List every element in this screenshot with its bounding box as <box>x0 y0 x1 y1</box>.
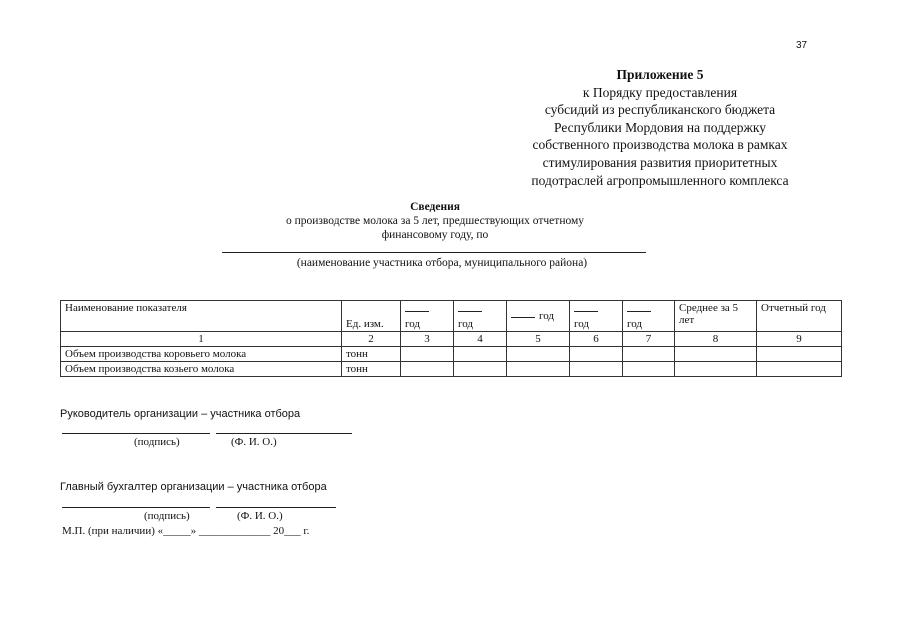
column-number: 7 <box>623 332 675 347</box>
appendix-line: собственного производства молока в рамках <box>532 137 788 153</box>
empty-cell[interactable] <box>623 347 675 362</box>
chief-signature-line[interactable] <box>62 507 210 508</box>
column-number: 5 <box>507 332 570 347</box>
participant-caption: (наименование участника отбора, муниципального района) <box>296 257 588 269</box>
header-indicator: Наименование показателя <box>61 301 342 332</box>
empty-cell[interactable] <box>757 347 842 362</box>
year-label: год <box>627 318 643 330</box>
appendix-line: к Порядку предоставления <box>582 84 738 100</box>
empty-cell[interactable] <box>401 362 454 377</box>
empty-cell[interactable] <box>570 347 623 362</box>
signature-caption: (подпись) <box>134 436 180 448</box>
head-name-line[interactable] <box>216 433 352 434</box>
year-label: год <box>539 310 555 322</box>
empty-cell[interactable] <box>454 347 507 362</box>
header-unit: Ед. изм. <box>342 301 401 332</box>
empty-cell[interactable] <box>675 347 757 362</box>
row-name: Объем производства коровьего молока <box>61 347 342 362</box>
head-signature-line[interactable] <box>62 433 210 434</box>
header-year <box>401 301 454 332</box>
row-name: Объем производства козьего молока <box>61 362 342 377</box>
empty-cell[interactable] <box>507 347 570 362</box>
chief-name-line[interactable] <box>216 507 336 508</box>
header-year <box>623 301 675 332</box>
column-number: 1 <box>61 332 342 347</box>
header-year <box>570 301 623 332</box>
chief-signature-label: Главный бухгалтер организации – участника отбора <box>60 481 327 493</box>
row-unit: тонн <box>342 347 401 362</box>
blank-year-line <box>627 311 651 312</box>
blank-year-line <box>458 311 482 312</box>
empty-cell[interactable] <box>757 362 842 377</box>
appendix-header <box>500 66 820 189</box>
table-row <box>61 362 842 377</box>
blank-year-line <box>574 311 598 312</box>
empty-cell[interactable] <box>570 362 623 377</box>
name-caption: (Ф. И. О.) <box>237 510 283 522</box>
column-number: 9 <box>757 332 842 347</box>
empty-cell[interactable] <box>675 362 757 377</box>
row-unit: тонн <box>342 362 401 377</box>
table-header-row <box>61 301 842 332</box>
column-number: 3 <box>401 332 454 347</box>
table-row <box>61 347 842 362</box>
participant-name-line <box>222 252 646 253</box>
empty-cell[interactable] <box>401 347 454 362</box>
heading-line: о производстве молока за 5 лет, предшествующих отчетному <box>285 215 585 227</box>
page-number: 37 <box>796 40 808 51</box>
header-reporting: Отчетный год <box>757 301 842 332</box>
heading-title: Сведения <box>410 201 460 213</box>
blank-year-line <box>511 317 535 318</box>
heading-line: финансовому году, по <box>381 229 489 241</box>
year-label: год <box>574 318 590 330</box>
appendix-line: подотраслей агропромышленного комплекса <box>531 172 789 188</box>
header-average: Среднее за 5 лет <box>675 301 757 332</box>
column-number: 6 <box>570 332 623 347</box>
column-number: 2 <box>342 332 401 347</box>
year-label: год <box>405 318 421 330</box>
milk-production-table <box>60 300 842 377</box>
header-year <box>454 301 507 332</box>
year-label: год <box>458 318 474 330</box>
column-number: 8 <box>675 332 757 347</box>
column-number-row <box>61 332 842 347</box>
name-caption: (Ф. И. О.) <box>231 436 277 448</box>
stamp-date-line: М.П. (при наличии) «_____» _____________ 20___ г. <box>62 525 310 537</box>
column-number: 4 <box>454 332 507 347</box>
appendix-line: Республики Мордовия на поддержку <box>554 119 766 135</box>
head-signature-label: Руководитель организации – участника отбора <box>60 408 301 420</box>
blank-year-line <box>405 311 429 312</box>
empty-cell[interactable] <box>623 362 675 377</box>
appendix-title: Приложение 5 <box>616 67 704 82</box>
header-year <box>507 301 570 332</box>
document-heading <box>200 200 670 242</box>
empty-cell[interactable] <box>507 362 570 377</box>
signature-caption: (подпись) <box>144 510 190 522</box>
empty-cell[interactable] <box>454 362 507 377</box>
appendix-line: стимулирования развития приоритетных <box>542 154 778 170</box>
appendix-line: субсидий из республиканского бюджета <box>544 102 776 118</box>
